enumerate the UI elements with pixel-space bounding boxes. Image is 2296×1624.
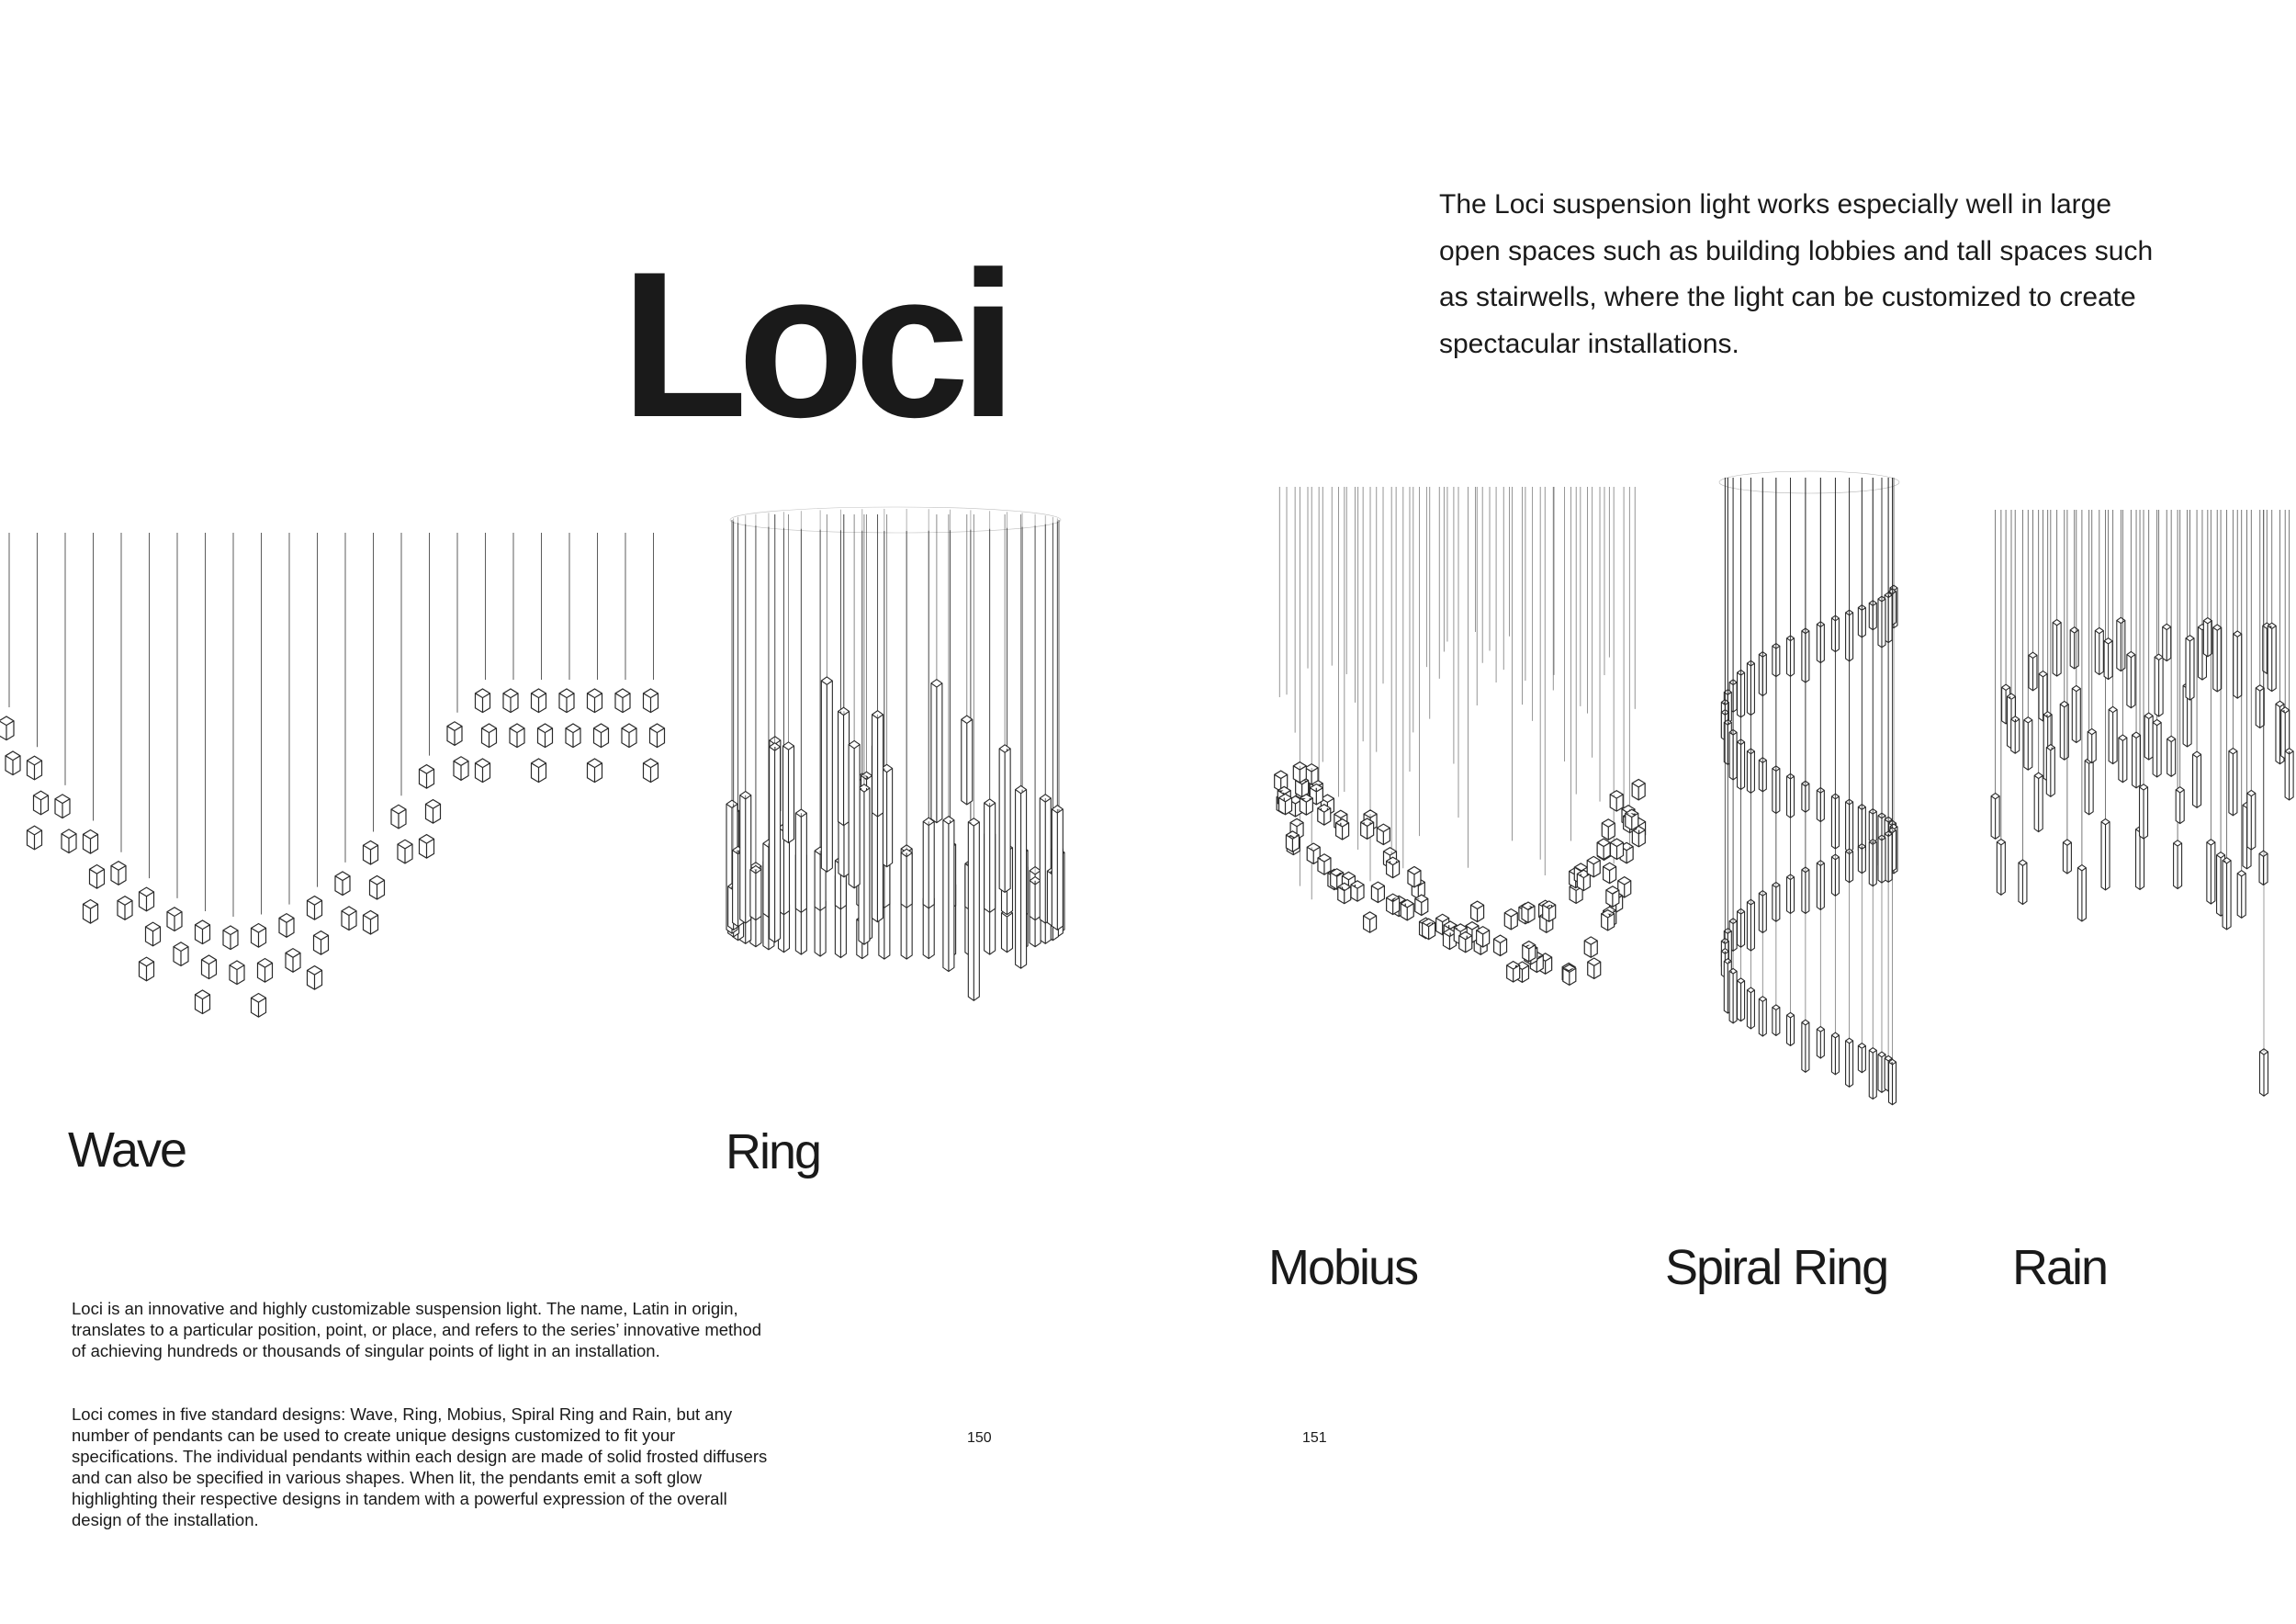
pendant-tube (2174, 840, 2182, 889)
pendant-tube (2234, 631, 2242, 698)
pendant-cube (28, 756, 42, 780)
pendant-cube (510, 724, 524, 748)
pendant-tube (901, 849, 912, 908)
pendant-tube (2223, 858, 2231, 930)
pendant-cube (566, 724, 580, 748)
pendant-tube (2085, 758, 2093, 815)
pendant-tube (2088, 728, 2096, 762)
pendant-tube (1802, 1020, 1809, 1072)
pendant-tube (2285, 749, 2293, 800)
pendant-tube (2063, 840, 2071, 874)
pendant-cube (174, 942, 188, 966)
body-paragraph-1: Loci is an innovative and highly customizable suspension light. The name, Latin in origin, translates to a particular position, point, or place, and refers to the series’ innovative method of achieving hundreds or thousands of singular points of light in an installation. (72, 1299, 762, 1360)
pendant-cube (1602, 819, 1615, 840)
pendant-tube (859, 784, 870, 944)
pendant-tube (1787, 1012, 1795, 1045)
pendant-cube (167, 908, 182, 931)
page-number-right: 151 (1302, 1430, 1327, 1446)
pendant-tube (2104, 638, 2112, 680)
wave-illustration (0, 533, 670, 983)
pendant-cube (146, 922, 161, 946)
pendant-cube (650, 724, 665, 748)
pendant-cube (90, 865, 105, 889)
pendant-cube (532, 759, 546, 783)
pendant-tube (2117, 617, 2125, 671)
pendant-cube (0, 716, 14, 740)
caption-spiral-ring: Spiral Ring (1665, 1240, 1888, 1295)
pendant-tube (783, 742, 794, 843)
pendant-cube (196, 920, 210, 944)
pendant-cube (1626, 809, 1638, 829)
pendant-cube (6, 751, 20, 775)
pendant-tube (2133, 732, 2141, 788)
pendant-tube (2163, 624, 2171, 660)
pendant-cube (252, 924, 266, 948)
pendant-cube (1318, 805, 1331, 825)
pendant-cube (1477, 927, 1490, 947)
pendant-cube (1523, 942, 1536, 962)
pendant-tube (2127, 651, 2135, 707)
pendant-cube (34, 791, 49, 815)
pendant-tube (923, 818, 934, 908)
pendant-tube (2260, 1049, 2268, 1096)
pendant-tube (999, 745, 1010, 893)
pendant-tube (770, 743, 781, 942)
body-paragraph-2: Loci comes in five standard designs: Wave, Ring, Mobius, Spiral Ring and Rain, but any number of pendants can be used to create unique designs customized to fit your specifications. The individual pendants within each design are made of solid frosted diffusers and can also be specified in various shapes. When lit, the pendants emit a soft glow highlighting their respective designs in tandem with a powerful expression of the overall design of the installation. (72, 1404, 768, 1529)
pendant-tube (2077, 865, 2086, 921)
pendant-cube (1606, 886, 1619, 907)
pendant-tube (1738, 978, 1745, 1021)
pendant-tube (2268, 623, 2276, 691)
pendant-cube (258, 959, 273, 983)
pendant-tube (985, 799, 996, 912)
pendant-cube (644, 689, 658, 713)
pendant-cube (1522, 902, 1535, 922)
pendant-tube (740, 792, 751, 924)
pendant-tube (1052, 806, 1063, 930)
pendant-tube (2213, 625, 2222, 692)
rain-illustration (1988, 510, 2296, 1098)
pendant-cube (314, 931, 329, 955)
pendant-cube (370, 875, 385, 899)
pendant-tube (962, 716, 973, 805)
pendant-tube (795, 809, 806, 912)
pendant-cube (118, 897, 132, 920)
pendant-cube (62, 829, 76, 853)
pendant-cube (1610, 791, 1623, 811)
pendant-cube (223, 926, 238, 950)
pendant-tube (2207, 840, 2215, 904)
pendant-cube (1408, 866, 1421, 886)
pendant-tube (2155, 654, 2163, 716)
pendant-cube (482, 724, 497, 748)
intro-paragraph: The Loci suspension light works especially well in large open spaces such as building lobbies and tall spaces such as stairwells, where the light can be customized to create spectacular installations. (1439, 189, 2154, 359)
pendant-tube (849, 740, 860, 887)
pendant-cube (588, 689, 602, 713)
pendant-tube (1846, 1038, 1853, 1087)
pendant-tube (2019, 860, 2027, 904)
pendant-cube (140, 887, 154, 911)
pendant-tube (2024, 717, 2032, 771)
pendant-tube (2176, 787, 2184, 824)
pendant-tube (1858, 1043, 1865, 1073)
pendant-cube (196, 990, 210, 1014)
pendant-tube (1869, 1048, 1876, 1100)
pendant-cube (532, 689, 546, 713)
pendant-cube (1471, 901, 1484, 921)
pendant-tube (750, 865, 761, 919)
pendant-cube (286, 949, 300, 973)
pendant-tube (1001, 909, 1012, 953)
pendant-cube (279, 914, 294, 938)
pendant-cube (335, 872, 350, 896)
pendant-tube (2186, 636, 2194, 700)
pendant-tube (1773, 1005, 1780, 1036)
pendant-cube (1584, 937, 1597, 957)
pendant-tube (1759, 997, 1766, 1036)
pendant-cube (1387, 894, 1400, 914)
mobius-illustration (1272, 487, 1649, 1093)
pendant-cube (364, 910, 378, 934)
caption-rain: Rain (2012, 1240, 2108, 1295)
caption-wave: Wave (68, 1122, 186, 1178)
pendant-cube (1494, 935, 1507, 955)
pendant-cube (1361, 818, 1374, 839)
pendant-cube (1587, 856, 1600, 876)
pendant-tube (2140, 784, 2148, 839)
pendant-cube (447, 722, 462, 746)
pendant-cube (615, 689, 630, 713)
pendant-cube (1632, 779, 1645, 799)
pendant-cube (1300, 795, 1312, 815)
pendant-cube (420, 765, 434, 789)
caption-ring: Ring (726, 1124, 821, 1179)
pendant-cube (84, 830, 98, 854)
pendant-cube (1364, 912, 1377, 932)
pendant-tube (2167, 736, 2176, 776)
pendant-cube (503, 689, 518, 713)
pendant-cube (1588, 958, 1601, 978)
pendant-tube (2153, 719, 2161, 777)
pendant-tube (1991, 793, 1999, 839)
pendant-tube (1997, 840, 2005, 896)
pendant-cube (476, 759, 490, 783)
pendant-tube (2247, 790, 2256, 850)
pendant-cube (420, 835, 434, 859)
pendant-cube (1459, 931, 1472, 952)
pendant-tube (2256, 685, 2264, 728)
pendant-cube (1338, 883, 1351, 903)
pendant-tube (2144, 713, 2153, 760)
pendant-cube (308, 897, 322, 920)
pendant-cube (84, 900, 98, 924)
pendant-tube (943, 817, 954, 972)
pendant-cube (559, 689, 574, 713)
pendant-tube (1889, 1059, 1896, 1104)
pendant-tube (1831, 1032, 1839, 1075)
pendant-tube (1016, 785, 1027, 968)
pendant-tube (2237, 871, 2245, 919)
pendant-cube (28, 826, 42, 850)
pendant-tube (2119, 735, 2127, 783)
pendant-cube (644, 759, 658, 783)
pendant-cube (55, 795, 70, 818)
pendant-tube (2053, 620, 2061, 677)
pendant-tube (821, 677, 832, 872)
pendant-tube (1729, 968, 1737, 1022)
pendant-tube (2109, 706, 2117, 763)
pendant-tube (2101, 819, 2110, 890)
pendant-cube (1371, 882, 1384, 902)
pendant-cube (1602, 910, 1615, 930)
pendant-cube (538, 724, 553, 748)
pendant-cube (1604, 863, 1616, 883)
pendant-tube (872, 711, 884, 817)
pendant-cube (1504, 909, 1517, 930)
pendant-cube (202, 955, 217, 979)
pendant-tube (2095, 627, 2103, 674)
pendant-tube (2034, 773, 2043, 831)
pendant-tube (968, 818, 979, 1001)
caption-mobius: Mobius (1268, 1240, 1418, 1295)
ring-illustration (721, 514, 1070, 992)
pendant-cube (1563, 964, 1576, 985)
page-number-left: 150 (967, 1430, 992, 1446)
pendant-tube (2193, 751, 2201, 807)
pendant-cube (1610, 839, 1623, 859)
pendant-cube (476, 689, 490, 713)
pendant-cube (140, 957, 154, 981)
pendant-cube (364, 840, 378, 864)
pendant-cube (398, 840, 412, 863)
pendant-cube (594, 724, 609, 748)
pendant-cube (622, 724, 636, 748)
pendant-tube (2229, 749, 2237, 816)
pendant-cube (230, 961, 244, 985)
pendant-cube (252, 994, 266, 1018)
pendant-cube (1401, 899, 1413, 919)
pendant-tube (1747, 987, 1754, 1029)
pendant-cube (1293, 762, 1306, 783)
pendant-tube (931, 680, 942, 823)
pendant-tube (2046, 745, 2054, 797)
pendant-cube (1507, 962, 1520, 982)
pendant-cube (1286, 831, 1299, 851)
pendant-cube (1377, 824, 1390, 844)
pendant-cube (1423, 919, 1435, 939)
pendant-cube (1351, 881, 1364, 901)
pendant-cube (1597, 839, 1610, 859)
pendant-tube (2029, 652, 2037, 691)
pendant-cube (1387, 857, 1400, 877)
pendant-cube (111, 862, 126, 885)
pendant-cube (391, 805, 406, 829)
pendant-cube (1543, 901, 1556, 921)
pendant-tube (2011, 716, 2020, 753)
pendant-cube (426, 800, 441, 824)
pendant-cube (454, 757, 468, 781)
spiral-ring-illustration (1708, 468, 1910, 1167)
pendant-tube (838, 707, 850, 825)
pendant-cube (1336, 819, 1349, 840)
pendant-cube (342, 907, 356, 930)
pendant-tube (2070, 627, 2078, 669)
page-title: Loci (621, 228, 1007, 460)
pendant-cube (1318, 854, 1331, 874)
pendant-cube (308, 966, 322, 990)
pendant-tube (2259, 851, 2268, 885)
pendant-cube (1279, 794, 1292, 814)
pendant-tube (2072, 685, 2080, 742)
pendant-cube (1415, 895, 1428, 915)
pendant-tube (1817, 1027, 1824, 1058)
pendant-cube (588, 759, 602, 783)
